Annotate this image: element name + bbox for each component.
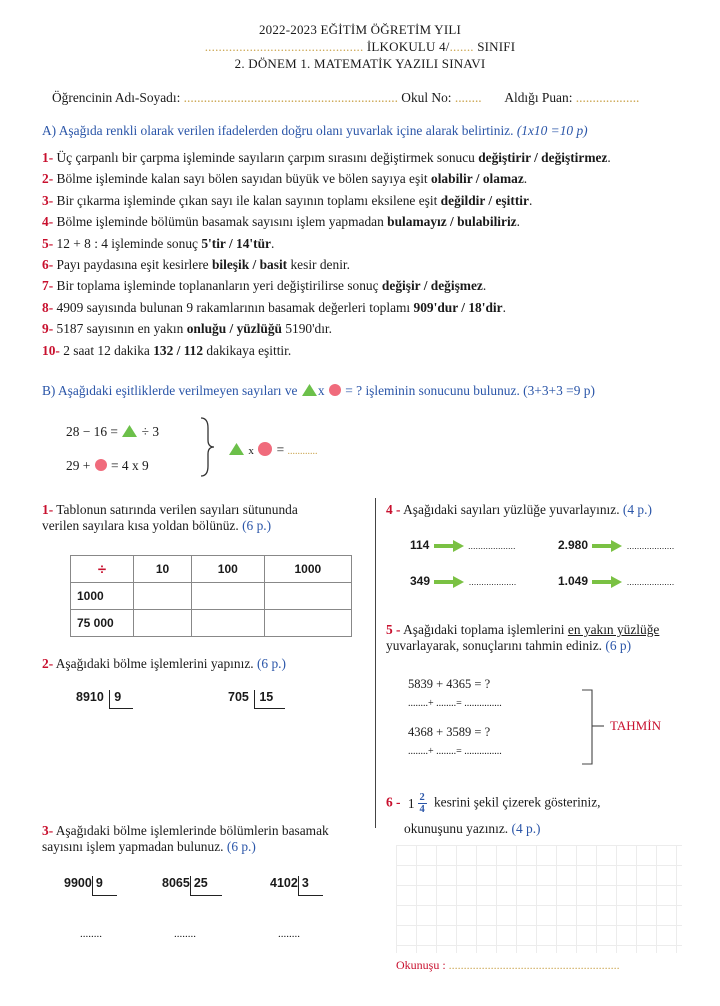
statement-item (42, 343, 611, 364)
q4-points: (4 p.) (622, 502, 652, 517)
estimate-expression: 4368 + 3589 = ? (408, 725, 491, 739)
statement-options[interactable]: bulamayız / bulabiliriz (387, 214, 517, 230)
q2-points: (6 p.) (256, 656, 286, 671)
round-value: 114 (410, 538, 430, 552)
arrow-right-icon (433, 576, 465, 588)
answer-blank[interactable]: ........ (80, 928, 102, 940)
triangle-icon (301, 383, 318, 397)
statement-ending: dakikaya eşittir. (203, 342, 292, 358)
fraction-denominator: 4 (419, 804, 425, 815)
q6-number: 6 - (386, 794, 401, 810)
divisor: 9 (92, 876, 117, 896)
curly-brace (198, 416, 216, 478)
statement-text: Payı paydasına eşit kesirlere (56, 256, 209, 272)
statement-number: 2- (42, 171, 54, 187)
estimate-fill[interactable]: ........+ ........= ............... (408, 698, 502, 709)
statement-text: 4909 sayısında bulunan 9 rakamlarının basamak değerleri toplamı (56, 299, 411, 315)
estimate-label: TAHMİN (610, 718, 661, 733)
table-col-header: 100 (191, 556, 264, 583)
statement-item (42, 150, 611, 171)
statement-item (42, 171, 611, 192)
school-name: İLKOKULU 4/ (366, 39, 450, 54)
q5-line2: yuvarlayarak, sonuçlarını tahmin ediniz. (386, 638, 603, 653)
statement-text: Bir toplama işleminde toplananların yeri değiştirilirse sonuç (56, 278, 379, 294)
q2-text (42, 656, 286, 672)
section-b-title (42, 383, 595, 399)
statement-number: 3- (42, 192, 54, 208)
statement-ending: . (502, 299, 506, 315)
statement-options[interactable]: değildir / eşittir (440, 192, 529, 208)
section-a-points: (1x10 =10 p) (516, 123, 588, 138)
statement-ending: . (482, 278, 487, 294)
column-divider (375, 498, 376, 828)
round-value: 349 (410, 574, 431, 588)
divisor: 3 (298, 876, 323, 896)
bracket (580, 688, 608, 766)
dividend: 9900 (64, 876, 92, 890)
statement-ending: . (523, 171, 528, 187)
statement-ending: . (516, 214, 520, 230)
round-value: 2.980 (558, 538, 589, 552)
statement-item (42, 236, 611, 257)
school-no-label: Okul No: (401, 90, 452, 105)
score-dots[interactable]: ................... (575, 90, 640, 105)
section-b-question: = ? işleminin sonucunu bulunuz. (345, 383, 520, 398)
q2-line: Aşağıdaki bölme işlemlerini yapınız. (55, 656, 254, 671)
round-item (558, 538, 674, 552)
round-value: 1.049 (558, 574, 589, 588)
statement-number: 10- (42, 342, 60, 358)
statement-text: Üç çarpanlı bir çarpma işleminde sayıların çarpım sırasını değiştirmek sonucu (56, 150, 475, 165)
table-col-header: 1000 (264, 556, 351, 583)
triangle-icon (228, 442, 245, 456)
class-word: SINIFI (477, 39, 516, 54)
table-answer-cell[interactable] (264, 583, 351, 610)
q3-line2: sayısını işlem yapmadan bulunuz. (42, 839, 224, 854)
table-col-header: 10 (134, 556, 192, 583)
statement-options[interactable]: 132 / 112 (153, 342, 204, 358)
q1-line2: verilen sayılara kısa yoldan bölünüz. (42, 518, 239, 533)
eq2-right: = 4 x 9 (111, 458, 149, 473)
q6-text-2 (404, 821, 541, 837)
round-answer[interactable]: ................... (626, 541, 675, 551)
q4-number: 4 - (386, 502, 401, 517)
statement-ending: 5190'dır. (281, 321, 332, 337)
times-sign: x (317, 383, 325, 398)
circle-icon (94, 458, 108, 472)
statement-options[interactable]: 909'dur / 18'dir (413, 299, 503, 315)
statement-text: Bir çıkarma işleminde çıkan sayı ile kalan sayının toplamı eksilene eşit (56, 192, 438, 208)
name-dots[interactable]: ................................................................ (183, 90, 398, 105)
result-answer[interactable]: ............ (287, 446, 318, 457)
statement-item (42, 214, 611, 235)
result-equals: = (276, 442, 285, 457)
eq1-right: ÷ 3 (141, 424, 160, 439)
statement-options[interactable]: bileşik / basit (211, 256, 288, 272)
q3-number: 3- (42, 823, 54, 838)
statement-item (42, 321, 611, 342)
round-answer[interactable]: ................... (468, 541, 516, 551)
class-dots: ....... (449, 39, 474, 54)
dividend: 8065 (162, 876, 190, 890)
statement-ending: kesir denir. (287, 256, 350, 272)
drawing-grid[interactable] (396, 845, 682, 953)
exam-title: 2. DÖNEM 1. MATEMATİK YAZILI SINAVI (234, 56, 486, 71)
q5-underlined: en yakın yüzlüğe (567, 622, 660, 637)
round-item (410, 574, 516, 588)
estimate-fill[interactable]: ........+ ........= ............... (408, 746, 502, 757)
divisor: 15 (254, 690, 285, 709)
fraction-whole: 1 (407, 795, 415, 811)
arrow-right-icon (591, 576, 623, 588)
reading-dots[interactable]: ......................................................... (448, 958, 620, 972)
table-corner: ÷ (71, 556, 134, 583)
round-item (558, 574, 674, 588)
statement-text: 5187 sayısının en yakın (56, 321, 184, 337)
statement-item (42, 300, 611, 321)
statement-ending: . (271, 235, 275, 251)
table-row-header: 1000 (71, 583, 134, 610)
statement-options[interactable]: 5'tir / 14'tür (201, 235, 272, 251)
dividend: 4102 (270, 876, 298, 890)
q5-text (386, 622, 659, 654)
q6-text (386, 792, 601, 815)
mixed-fraction (408, 792, 427, 815)
name-label: Öğrencinin Adı-Soyadı: (52, 90, 181, 105)
division-8065 (162, 876, 222, 896)
section-a-title (42, 123, 588, 139)
table-answer-cell[interactable] (134, 610, 192, 637)
arrow-right-icon (433, 540, 465, 552)
estimate-op (408, 725, 502, 757)
reading-label: Okunuşu : (396, 958, 446, 972)
division-table (70, 555, 352, 637)
q1-text (42, 502, 362, 534)
dividend: 8910 (76, 690, 104, 704)
q4-text (386, 502, 652, 518)
statement-options[interactable]: değiştirir / değiştirmez (478, 150, 608, 165)
statement-text: 2 saat 12 dakika (63, 342, 150, 358)
division-8910 (76, 690, 133, 709)
result-line (228, 441, 318, 458)
result-times: x (248, 445, 254, 457)
fraction-numerator: 2 (419, 792, 425, 803)
triangle-icon (121, 424, 138, 438)
q1-points: (6 p.) (242, 518, 272, 533)
table-answer-cell[interactable] (264, 610, 351, 637)
q4-line: Aşağıdaki sayıları yüzlüğe yuvarlayınız. (403, 502, 620, 517)
q6-points: (4 p.) (511, 821, 541, 836)
answer-blank[interactable]: ........ (174, 928, 196, 940)
school-line (0, 39, 720, 55)
round-item (410, 538, 516, 552)
section-a-list (42, 150, 611, 364)
statement-item (42, 193, 611, 214)
section-a-text: A) Aşağıda renkli olarak verilen ifadelerden doğru olanı yuvarlak içine alarak belirtiniz. (42, 123, 514, 138)
q2-number: 2- (42, 656, 54, 671)
estimate-op (408, 677, 502, 709)
division-705 (228, 690, 285, 709)
divisor: 9 (109, 690, 133, 709)
statement-ending: . (528, 192, 533, 208)
q5-points: (6 p) (605, 638, 632, 653)
eq1-left: 28 − 16 = (66, 424, 118, 439)
statement-text: Bölme işleminde kalan sayı bölen sayıdan büyük ve bölen sayıya eşit (56, 171, 428, 187)
student-line (52, 90, 639, 106)
answer-blank[interactable]: ........ (278, 928, 300, 940)
statement-number: 9- (42, 321, 54, 337)
statement-options[interactable]: değişir / değişmez (381, 278, 483, 294)
equation-2 (66, 458, 149, 474)
q5-line1: Aşağıdaki toplama işlemlerini (403, 622, 565, 637)
q1-number: 1- (42, 502, 54, 517)
q6-line1: kesrini şekil çizerek gösteriniz, (433, 794, 601, 810)
statement-options[interactable]: olabilir / olamaz (431, 171, 524, 187)
reading-line (396, 958, 620, 973)
statement-ending: . (607, 150, 611, 165)
q1-line1: Tablonun satırında verilen sayıları sütununda (56, 502, 298, 517)
arrow-right-icon (591, 540, 623, 552)
divisor: 25 (190, 876, 222, 896)
fraction (418, 792, 427, 815)
school-dots: .............................................. (204, 39, 364, 54)
statement-text: Bölme işleminde bölümün basamak sayısını işlem yapmadan (56, 214, 384, 230)
round-answer[interactable]: ................... (626, 577, 675, 587)
table-answer-cell[interactable] (134, 583, 192, 610)
round-answer[interactable]: ................... (468, 577, 517, 587)
circle-icon (328, 383, 342, 397)
equation-1 (66, 424, 159, 440)
statement-options[interactable]: onluğu / yüzlüğü (186, 321, 282, 337)
division-4102 (270, 876, 323, 896)
table-answer-cell[interactable] (191, 583, 264, 610)
q3-line1: Aşağıdaki bölme işlemlerinde bölümlerin basamak (55, 823, 329, 838)
statement-item (42, 278, 611, 299)
statement-number: 4- (42, 214, 54, 230)
dividend: 705 (228, 690, 249, 704)
circle-icon (257, 441, 273, 457)
school-year: 2022-2023 EĞİTİM ÖĞRETİM YILI (258, 22, 462, 37)
statement-number: 1- (42, 150, 54, 165)
statement-number: 8- (42, 299, 54, 315)
section-b-points: (3+3+3 =9 p) (523, 383, 595, 398)
q6-line2: okunuşunu yazınız. (404, 821, 509, 836)
table-row-header: 75 000 (71, 610, 134, 637)
statement-number: 5- (42, 235, 54, 251)
statement-text: 12 + 8 : 4 işleminde sonuç (56, 235, 198, 251)
statement-number: 7- (42, 278, 54, 294)
q3-text (42, 823, 329, 855)
q3-points: (6 p.) (226, 839, 256, 854)
q5-number: 5 - (386, 622, 401, 637)
school-no-dots[interactable]: ........ (454, 90, 482, 105)
division-9900 (64, 876, 117, 896)
eq2-left: 29 + (66, 458, 91, 473)
statement-number: 6- (42, 256, 54, 272)
section-b-text: B) Aşağıdaki eşitliklerde verilmeyen sayıları ve (42, 383, 298, 398)
statement-item (42, 257, 611, 278)
score-label: Aldığı Puan: (504, 90, 573, 105)
estimate-expression: 5839 + 4365 = ? (408, 677, 491, 691)
table-answer-cell[interactable] (191, 610, 264, 637)
